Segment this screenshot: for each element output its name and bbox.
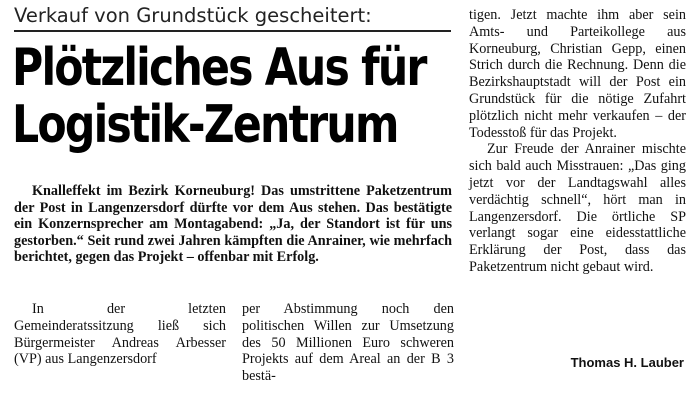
article-kicker: Verkauf von Grundstück gescheitert:	[14, 4, 372, 27]
lead-paragraph: Knalleffekt im Bezirk Korneuburg! Das umstrittene Paketzentrum der Post in Langenzersdorf dürfte vor dem Aus stehen. Das bestätigte ein Konzernsprecher am Montagabend: „Ja, der Standort ist für uns gestorben.“ Seit rund zwei Jahren kämpften die Anrainer, wie mehrfach berichtet, gegen das Projekt – offenbar mit Erfolg.	[14, 183, 452, 266]
column-1-text: In der letzten Gemeinderatssitzung ließ sich Bürgermeister Andreas Arbesser (VP) aus Langenzersdorf	[14, 301, 226, 368]
column-3-paragraph-2: Zur Freude der Anrainer mischte sich bald auch Misstrauen: „Das ging jetzt vor der Landtagswahl alles verdächtig schnell“, hört man in Langenzersdorf. Die örtliche SP verlangt sogar eine eidesstattliche Erklärung der Post, dass das Paketzentrum nicht gebaut wird.	[469, 141, 686, 275]
headline-line-2: Logistik-Zentrum	[12, 95, 398, 155]
article-headline	[12, 38, 426, 155]
body-column-2	[242, 301, 454, 385]
headline-line-1: Plötzliches Aus für	[12, 38, 426, 98]
article-lead	[14, 183, 452, 266]
kicker-underline	[14, 30, 451, 32]
body-column-3	[469, 7, 686, 276]
column-3-paragraph-1: tigen. Jetzt machte ihm aber sein Amts- und Parteikollege aus Korneuburg, Christian Gepp, einen Strich durch die Rechnung. Denn die Bezirkshauptstadt will der Post ein Grundstück für die nötige Zufahrt plötzlich nicht mehr verkaufen – der Todesstoß für das Projekt.	[469, 7, 686, 141]
author-byline: Thomas H. Lauber	[570, 355, 684, 370]
column-2-text: per Abstimmung noch den politischen Willen zur Umsetzung des 50 Millionen Euro schweren Projekts auf dem Areal an der B 3 bestä-	[242, 301, 454, 385]
body-column-1	[14, 301, 226, 368]
